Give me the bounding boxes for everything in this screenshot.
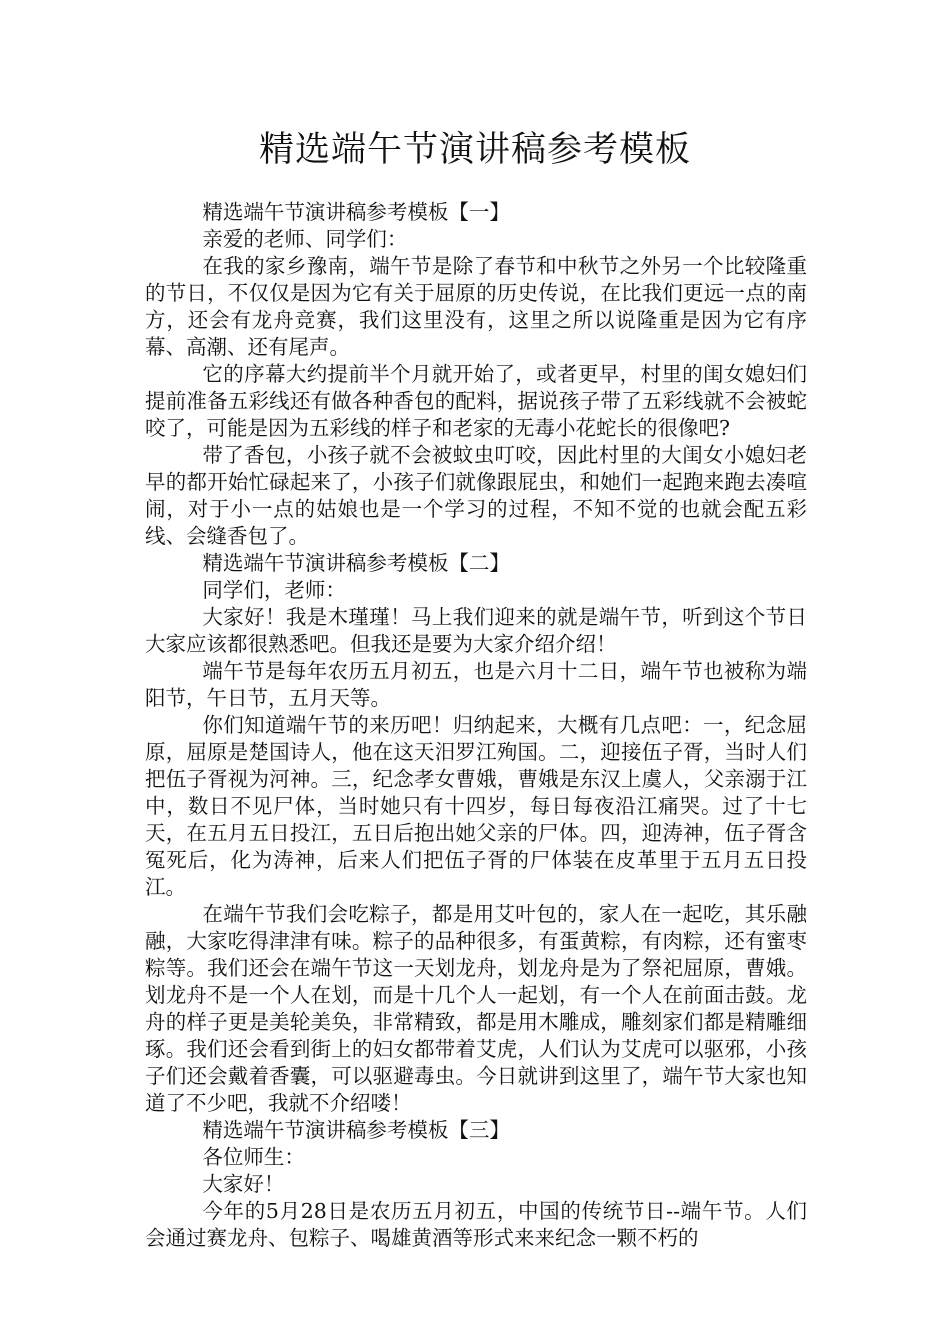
section-heading-3: 精选端午节演讲稿参考模板【三】 [202,1118,510,1142]
salutation-3: 各位师生： [202,1145,305,1169]
document-title: 精选端午节演讲稿参考模板 [258,130,691,170]
paragraph: 端午节是每年农历五月初五，也是六月十二日，端午节也被称为端阳节，午日节，五月天等。 [145,659,807,710]
paragraph: 今年的5月28日是农历五月初五，中国的传统节日--端午节。人们会通过赛龙舟、包粽子、喝雄黄酒等形式来来纪念一颗不朽的 [145,1199,807,1250]
paragraph: 在端午节我们会吃粽子，都是用艾叶包的，家人在一起吃，其乐融融，大家吃得津津有味。粽子的品种很多，有蛋黄粽，有肉粽，还有蜜枣粽等。我们还会在端午节这一天划龙舟，划龙舟是为了祭祀屈原，曹娥。划龙舟不是一个人在划，而是十几个人一起划，有一个人在前面击鼓。龙舟的样子更是美轮美奂，非常精致，都是用木雕成，雕刻家们都是精雕细琢。我们还会看到街上的妇女都带着艾虎，人们认为艾虎可以驱邪，小孩子们还会戴着香囊，可以驱避毒虫。今日就讲到这里了，端午节大家也知道了不少吧，我就不介绍喽！ [145,902,807,1115]
paragraph: 带了香包，小孩子就不会被蚊虫叮咬，因此村里的大闺女小媳妇老早的都开始忙碌起来了，小孩子们就像跟屁虫，和她们一起跑来跑去凑喧闹，对于小一点的姑娘也是一个学习的过程，不知不觉的也就会配五彩线、会缝香包了。 [145,443,807,548]
paragraph: 你们知道端午节的来历吧！归纳起来，大概有几点吧：一，纪念屈原，屈原是楚国诗人，他在这天汨罗江殉国。二，迎接伍子胥，当时人们把伍子胥视为河神。三，纪念孝女曹娥，曹娥是东汉上虞人，父亲溺于江中，数日不见尸体，当时她只有十四岁，每日每夜沿江痛哭。过了十七天，在五月五日投江，五日后抱出她父亲的尸体。四，迎涛神，伍子胥含冤死后，化为涛神，后来人们把伍子胥的尸体装在皮革里于五月五日投江。 [145,713,807,899]
paragraph: 在我的家乡豫南，端午节是除了春节和中秋节之外另一个比较隆重的节日，不仅仅是因为它有关于屈原的历史传说，在比我们更远一点的南方，还会有龙舟竞赛，我们这里没有，这里之所以说隆重是因为它有序幕、高潮、还有尾声。 [145,254,807,359]
section-heading-2: 精选端午节演讲稿参考模板【二】 [202,551,510,575]
document-body [145,199,807,1252]
paragraph: 它的序幕大约提前半个月就开始了，或者更早，村里的闺女媳妇们提前准备五彩线还有做各种香包的配料，据说孩子带了五彩线就不会被蛇咬了，可能是因为五彩线的样子和老家的无毒小花蛇长的很像吧? [145,362,807,440]
section-heading-1: 精选端午节演讲稿参考模板【一】 [202,200,510,224]
salutation-1: 亲爱的老师、同学们： [202,227,408,251]
salutation-2: 同学们，老师： [202,578,346,602]
paragraph: 大家好！我是木瑾瑾！马上我们迎来的就是端午节，听到这个节日大家应该都很熟悉吧。但我还是要为大家介绍介绍！ [145,605,807,656]
greeting: 大家好！ [202,1172,285,1196]
